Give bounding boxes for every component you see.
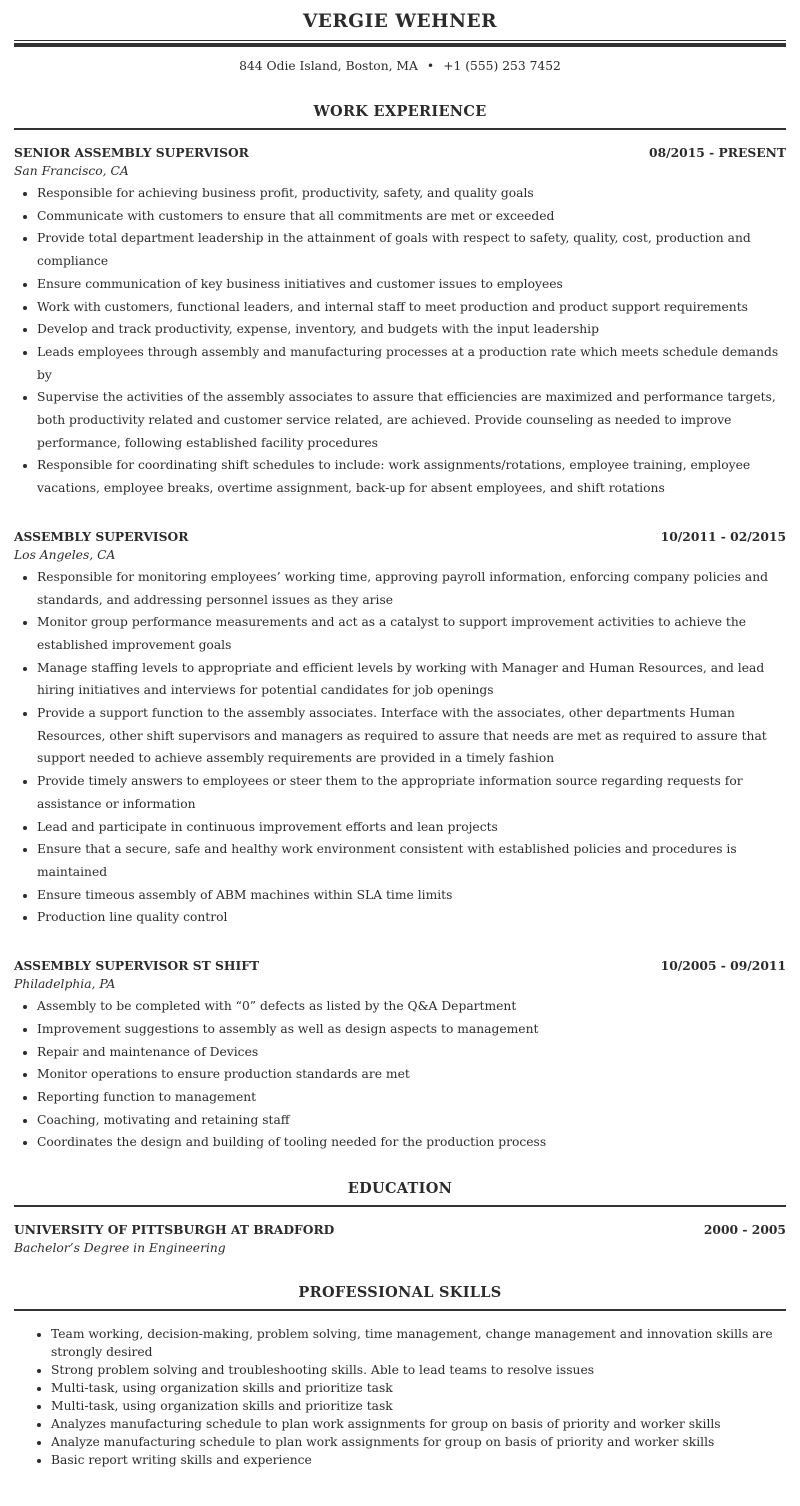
job-location: Philadelphia, PA: [14, 977, 116, 992]
contact-line: [14, 57, 786, 75]
section-title-education: EDUCATION: [347, 1180, 453, 1198]
education-header: [14, 1221, 786, 1239]
job-title: ASSEMBLY SUPERVISOR: [14, 528, 189, 544]
list-item: • Develop and track productivity, expense, inventory, and budgets with the input leadership: [37, 318, 786, 341]
list-item: • Provide total department leadership in the attainment of goals with respect to safety, quality, cost, production and compliance: [37, 227, 786, 272]
job-title: ASSEMBLY SUPERVISOR ST SHIFT: [14, 958, 260, 974]
job-entry: [14, 957, 786, 1154]
list-item: • Assembly to be completed with “0” defects as listed by the Q&A Department: [37, 995, 786, 1018]
job-dates: 08/2015 - PRESENT: [649, 145, 786, 160]
education-section: [14, 1179, 786, 1257]
list-item: • Production line quality control: [37, 906, 786, 929]
list-item: • Analyze manufacturing schedule to plan work assignments for group on basis of priority and worker skills: [51, 1433, 786, 1451]
contact-separator: •: [426, 59, 435, 73]
list-item: • Basic report writing skills and experience: [51, 1451, 786, 1469]
list-item: • Monitor group performance measurements and act as a catalyst to support improvement activities to achieve the established improvement goals: [37, 611, 786, 656]
list-item: • Responsible for achieving business profit, productivity, safety, and quality goals: [37, 182, 786, 205]
job-location: Los Angeles, CA: [14, 547, 116, 562]
work-experience-section: [14, 102, 786, 1154]
list-item: • Communicate with customers to ensure that all commitments are met or exceeded: [37, 205, 786, 228]
section-title-work: WORK EXPERIENCE: [313, 103, 487, 120]
job-header: [14, 144, 786, 162]
skills-section: [14, 1283, 786, 1469]
list-item: • Lead and participate in continuous improvement efforts and lean projects: [37, 816, 786, 839]
list-item: • Analyzes manufacturing schedule to plan work assignments for group on basis of priority and worker skills: [51, 1415, 786, 1433]
list-item: • Work with customers, functional leaders, and internal staff to meet production and product support requirements: [37, 296, 786, 319]
section-divider: [14, 1309, 786, 1311]
candidate-name: VERGIE WEHNER: [302, 11, 498, 32]
list-item: • Responsible for coordinating shift schedules to include: work assignments/rotations, employee training, employee vacations, employee breaks, overtime assignment, back-up for absent employees, and shift rotations: [37, 454, 786, 499]
list-item: • Reporting function to management: [37, 1086, 786, 1109]
job-dates: 10/2011 - 02/2015: [660, 528, 786, 544]
job-duties-list: [14, 566, 786, 929]
list-item: • Leads employees through assembly and manufacturing processes at a production rate which meets schedule demands by: [37, 341, 786, 386]
list-item: • Manage staffing levels to appropriate and efficient levels by working with Manager and Human Resources, and lead hiring initiatives and interviews for potential candidates for job openings: [37, 657, 786, 702]
resume-page: [14, 0, 786, 1469]
list-item: • Repair and maintenance of Devices: [37, 1041, 786, 1064]
phone: +1 (555) 253 7452: [443, 59, 561, 73]
education-dates: 2000 - 2005: [703, 1222, 786, 1238]
list-item: • Supervise the activities of the assembly associates to assure that efficiencies are maximized and performance targets, both productivity related and customer service related, are achieved. Provide counseling as needed to improve performance, following established facility procedures: [37, 386, 786, 454]
job-entry: [14, 528, 786, 929]
job-duties-list: [14, 995, 786, 1154]
list-item: • Ensure communication of key business initiatives and customer issues to employees: [37, 273, 786, 296]
section-divider: [14, 1205, 786, 1207]
school-name: UNIVERSITY OF PITTSBURGH AT BRADFORD: [14, 1222, 335, 1238]
header-divider-thin: [14, 40, 786, 41]
address: 844 Odie Island, Boston, MA: [239, 59, 418, 73]
job-header: [14, 957, 786, 975]
job-location: San Francisco, CA: [14, 164, 129, 178]
degree: Bachelor’s Degree in Engineering: [14, 1241, 226, 1256]
list-item: • Provide a support function to the assembly associates. Interface with the associates, other departments Human Resources, other shift supervisors and managers as required to assure that needs are met as required to assure that support needed to achieve assembly requirements are provided in a timely fashion: [37, 702, 786, 770]
list-item: • Coaching, motivating and retaining staff: [37, 1109, 786, 1132]
job-dates: 10/2005 - 09/2011: [660, 958, 786, 974]
job-duties-list: [14, 182, 786, 500]
list-item: • Strong problem solving and troubleshooting skills. Able to lead teams to resolve issues: [51, 1361, 786, 1379]
list-item: • Multi-task, using organization skills and prioritize task: [51, 1379, 786, 1397]
section-title-skills: PROFESSIONAL SKILLS: [298, 1284, 502, 1302]
section-divider: [14, 128, 786, 130]
list-item: • Coordinates the design and building of tooling needed for the production process: [37, 1131, 786, 1154]
list-item: • Improvement suggestions to assembly as well as design aspects to management: [37, 1018, 786, 1041]
education-entry: [14, 1221, 786, 1257]
list-item: • Multi-task, using organization skills and prioritize task: [51, 1397, 786, 1415]
header-divider-thick: [14, 43, 786, 47]
skills-list: [14, 1325, 786, 1469]
job-header: [14, 528, 786, 546]
list-item: • Responsible for monitoring employees’ working time, approving payroll information, enforcing company policies and standards, and addressing personnel issues as they arise: [37, 566, 786, 611]
list-item: • Monitor operations to ensure production standards are met: [37, 1063, 786, 1086]
list-item: • Team working, decision-making, problem solving, time management, change management and innovation skills are strongly desired: [51, 1325, 786, 1361]
list-item: • Provide timely answers to employees or steer them to the appropriate information source regarding requests for assistance or information: [37, 770, 786, 815]
job-title: SENIOR ASSEMBLY SUPERVISOR: [14, 145, 249, 160]
job-entry: [14, 144, 786, 500]
list-item: • Ensure that a secure, safe and healthy work environment consistent with established policies and procedures is maintained: [37, 838, 786, 883]
list-item: • Ensure timeous assembly of ABM machines within SLA time limits: [37, 884, 786, 907]
